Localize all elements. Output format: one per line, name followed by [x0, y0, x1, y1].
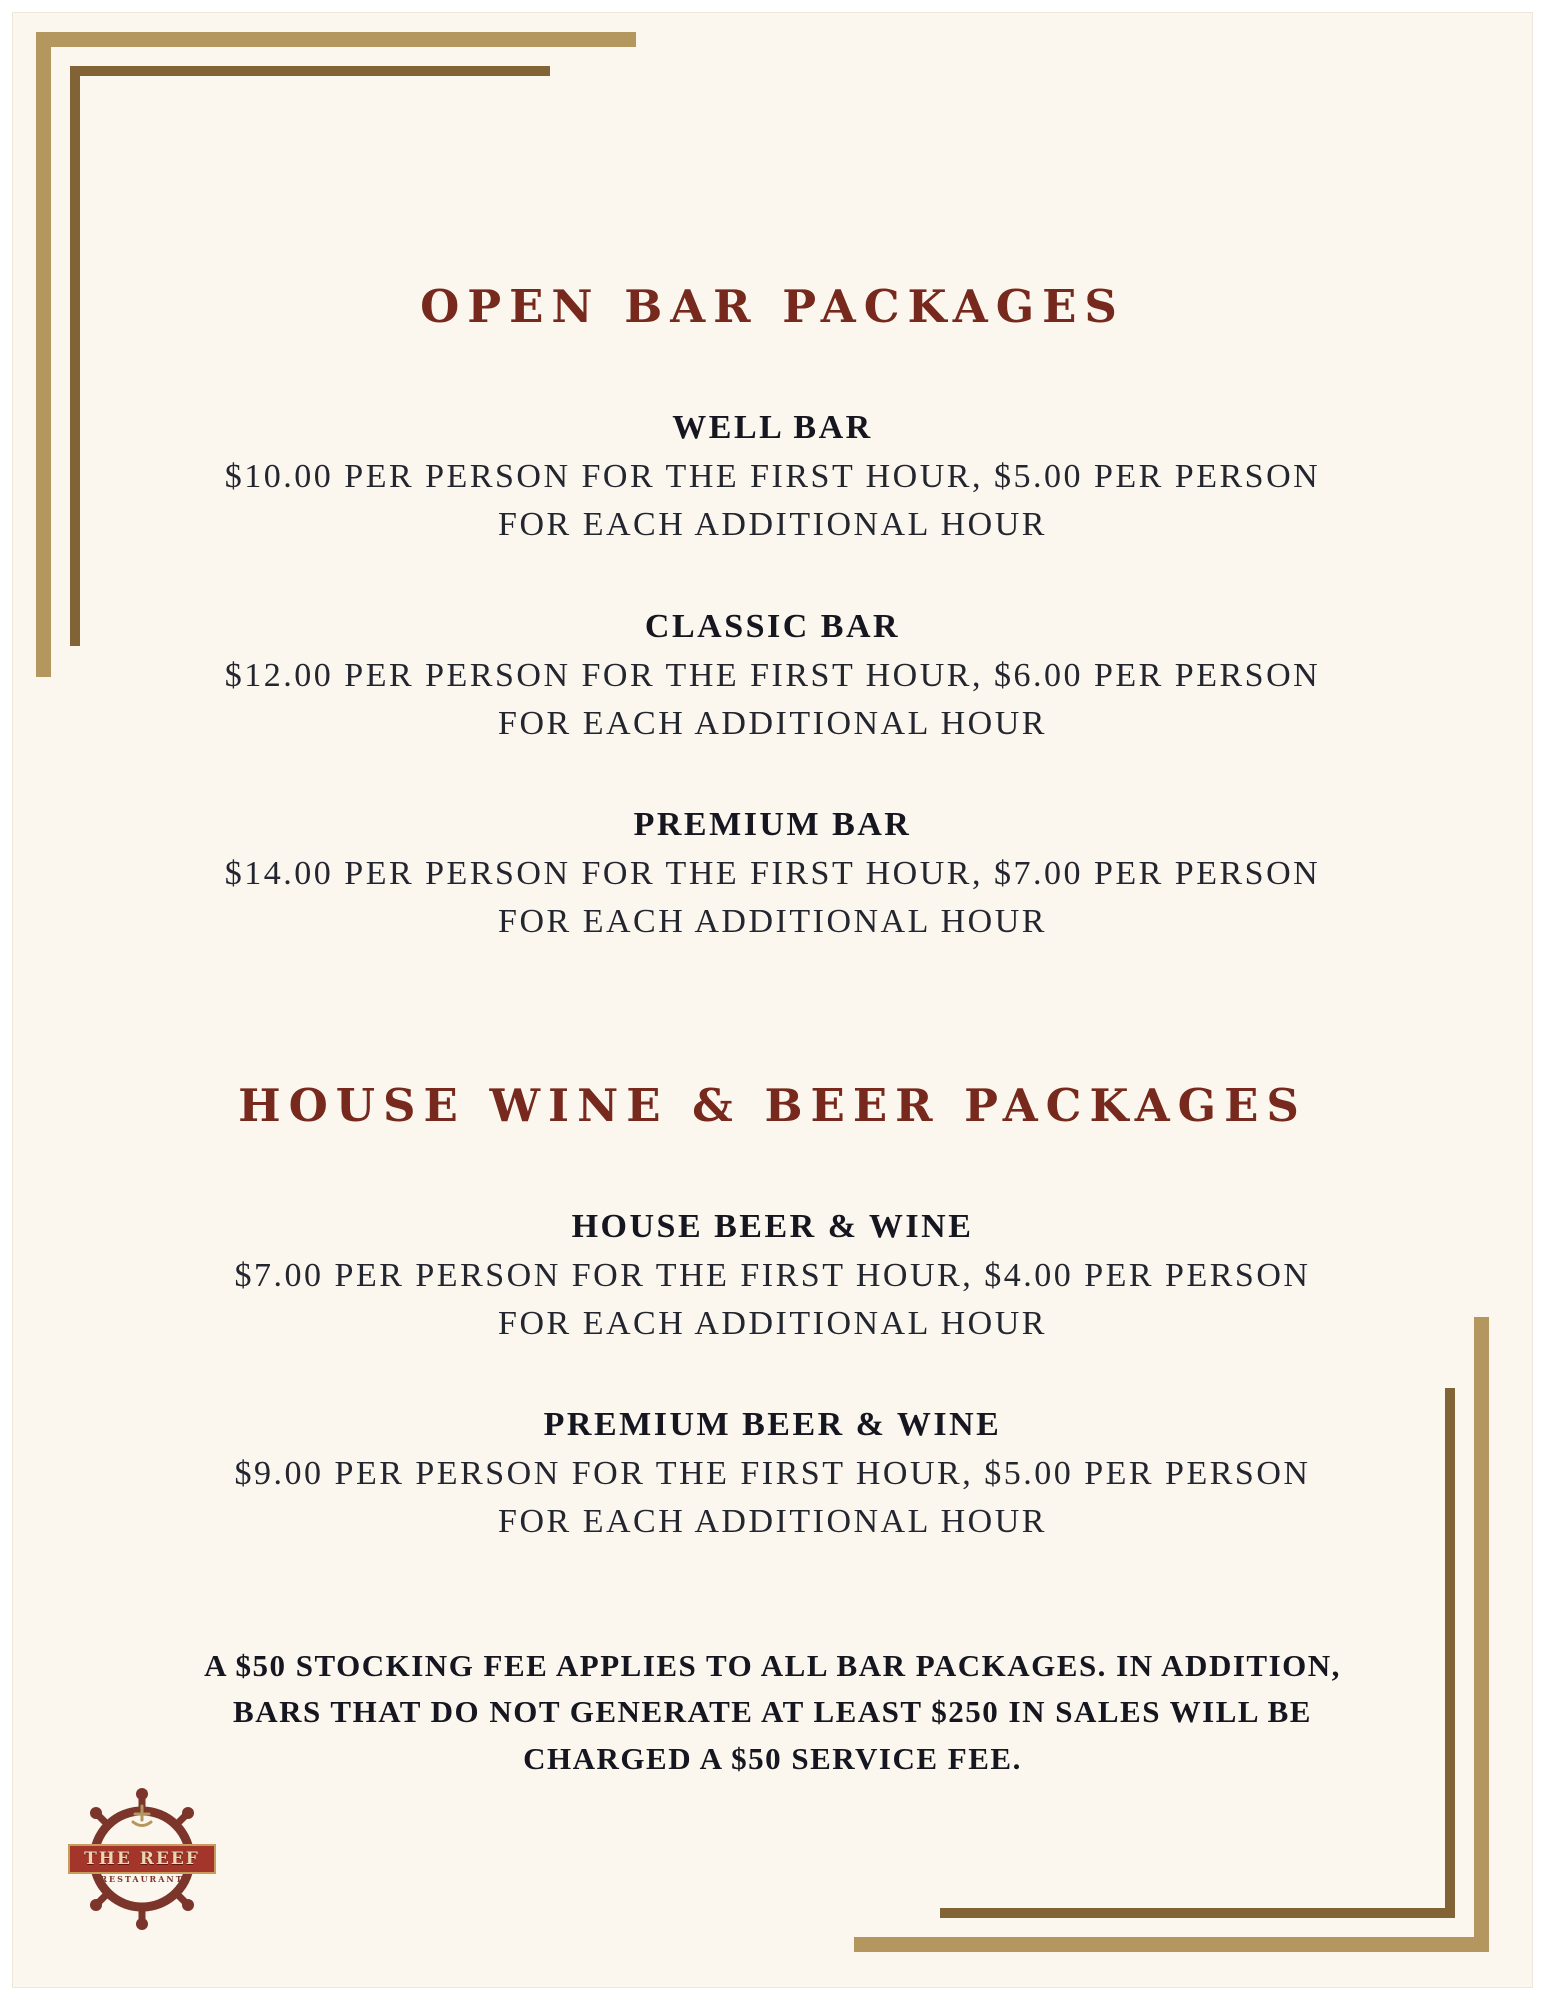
item-description: $9.00 PER PERSON FOR THE FIRST HOUR, $5.00 PER PERSON FOR EACH ADDITIONAL HOUR [234, 1455, 1311, 1541]
logo-name-plaque: THE REEF [68, 1844, 216, 1874]
item-name: WELL BAR [672, 409, 873, 446]
item-description: $7.00 PER PERSON FOR THE FIRST HOUR, $4.00 PER PERSON FOR EACH ADDITIONAL HOUR [234, 1256, 1311, 1342]
menu-item-premium-beer-wine [193, 1406, 1353, 1547]
stocking-fee-note: A $50 STOCKING FEE APPLIES TO ALL BAR PACKAGES. IN ADDITION, BARS THAT DO NOT GENERATE AT LEAST $250 IN SALES WILL BE CHARGED A $50 SERVICE FEE. [204, 1647, 1341, 1776]
menu-item-premium-bar [193, 806, 1353, 947]
item-name: PREMIUM BAR [633, 806, 912, 844]
item-description: $10.00 PER PERSON FOR THE FIRST HOUR, $5.00 PER PERSON FOR EACH ADDITIONAL HOUR [224, 458, 1321, 544]
menu-item-classic-bar [193, 608, 1353, 749]
section-title-open-bar: OPEN BAR PACKAGES [420, 280, 1125, 333]
item-description: $14.00 PER PERSON FOR THE FIRST HOUR, $7.00 PER PERSON FOR EACH ADDITIONAL HOUR [224, 855, 1321, 941]
section-title-house-wine-beer: HOUSE WINE & BEER PACKAGES [238, 1078, 1307, 1132]
restaurant-logo [62, 1778, 222, 1938]
item-name: PREMIUM BEER & WINE [543, 1406, 1002, 1444]
item-name: CLASSIC BAR [644, 607, 901, 645]
menu-content [193, 0, 1353, 1782]
logo-subtitle: RESTAURANT [100, 1874, 184, 1884]
item-description: $12.00 PER PERSON FOR THE FIRST HOUR, $6.00 PER PERSON FOR EACH ADDITIONAL HOUR [224, 656, 1321, 742]
menu-item-house-beer-wine [193, 1208, 1353, 1349]
item-name: HOUSE BEER & WINE [571, 1207, 974, 1245]
menu-item-well-bar [193, 409, 1353, 550]
